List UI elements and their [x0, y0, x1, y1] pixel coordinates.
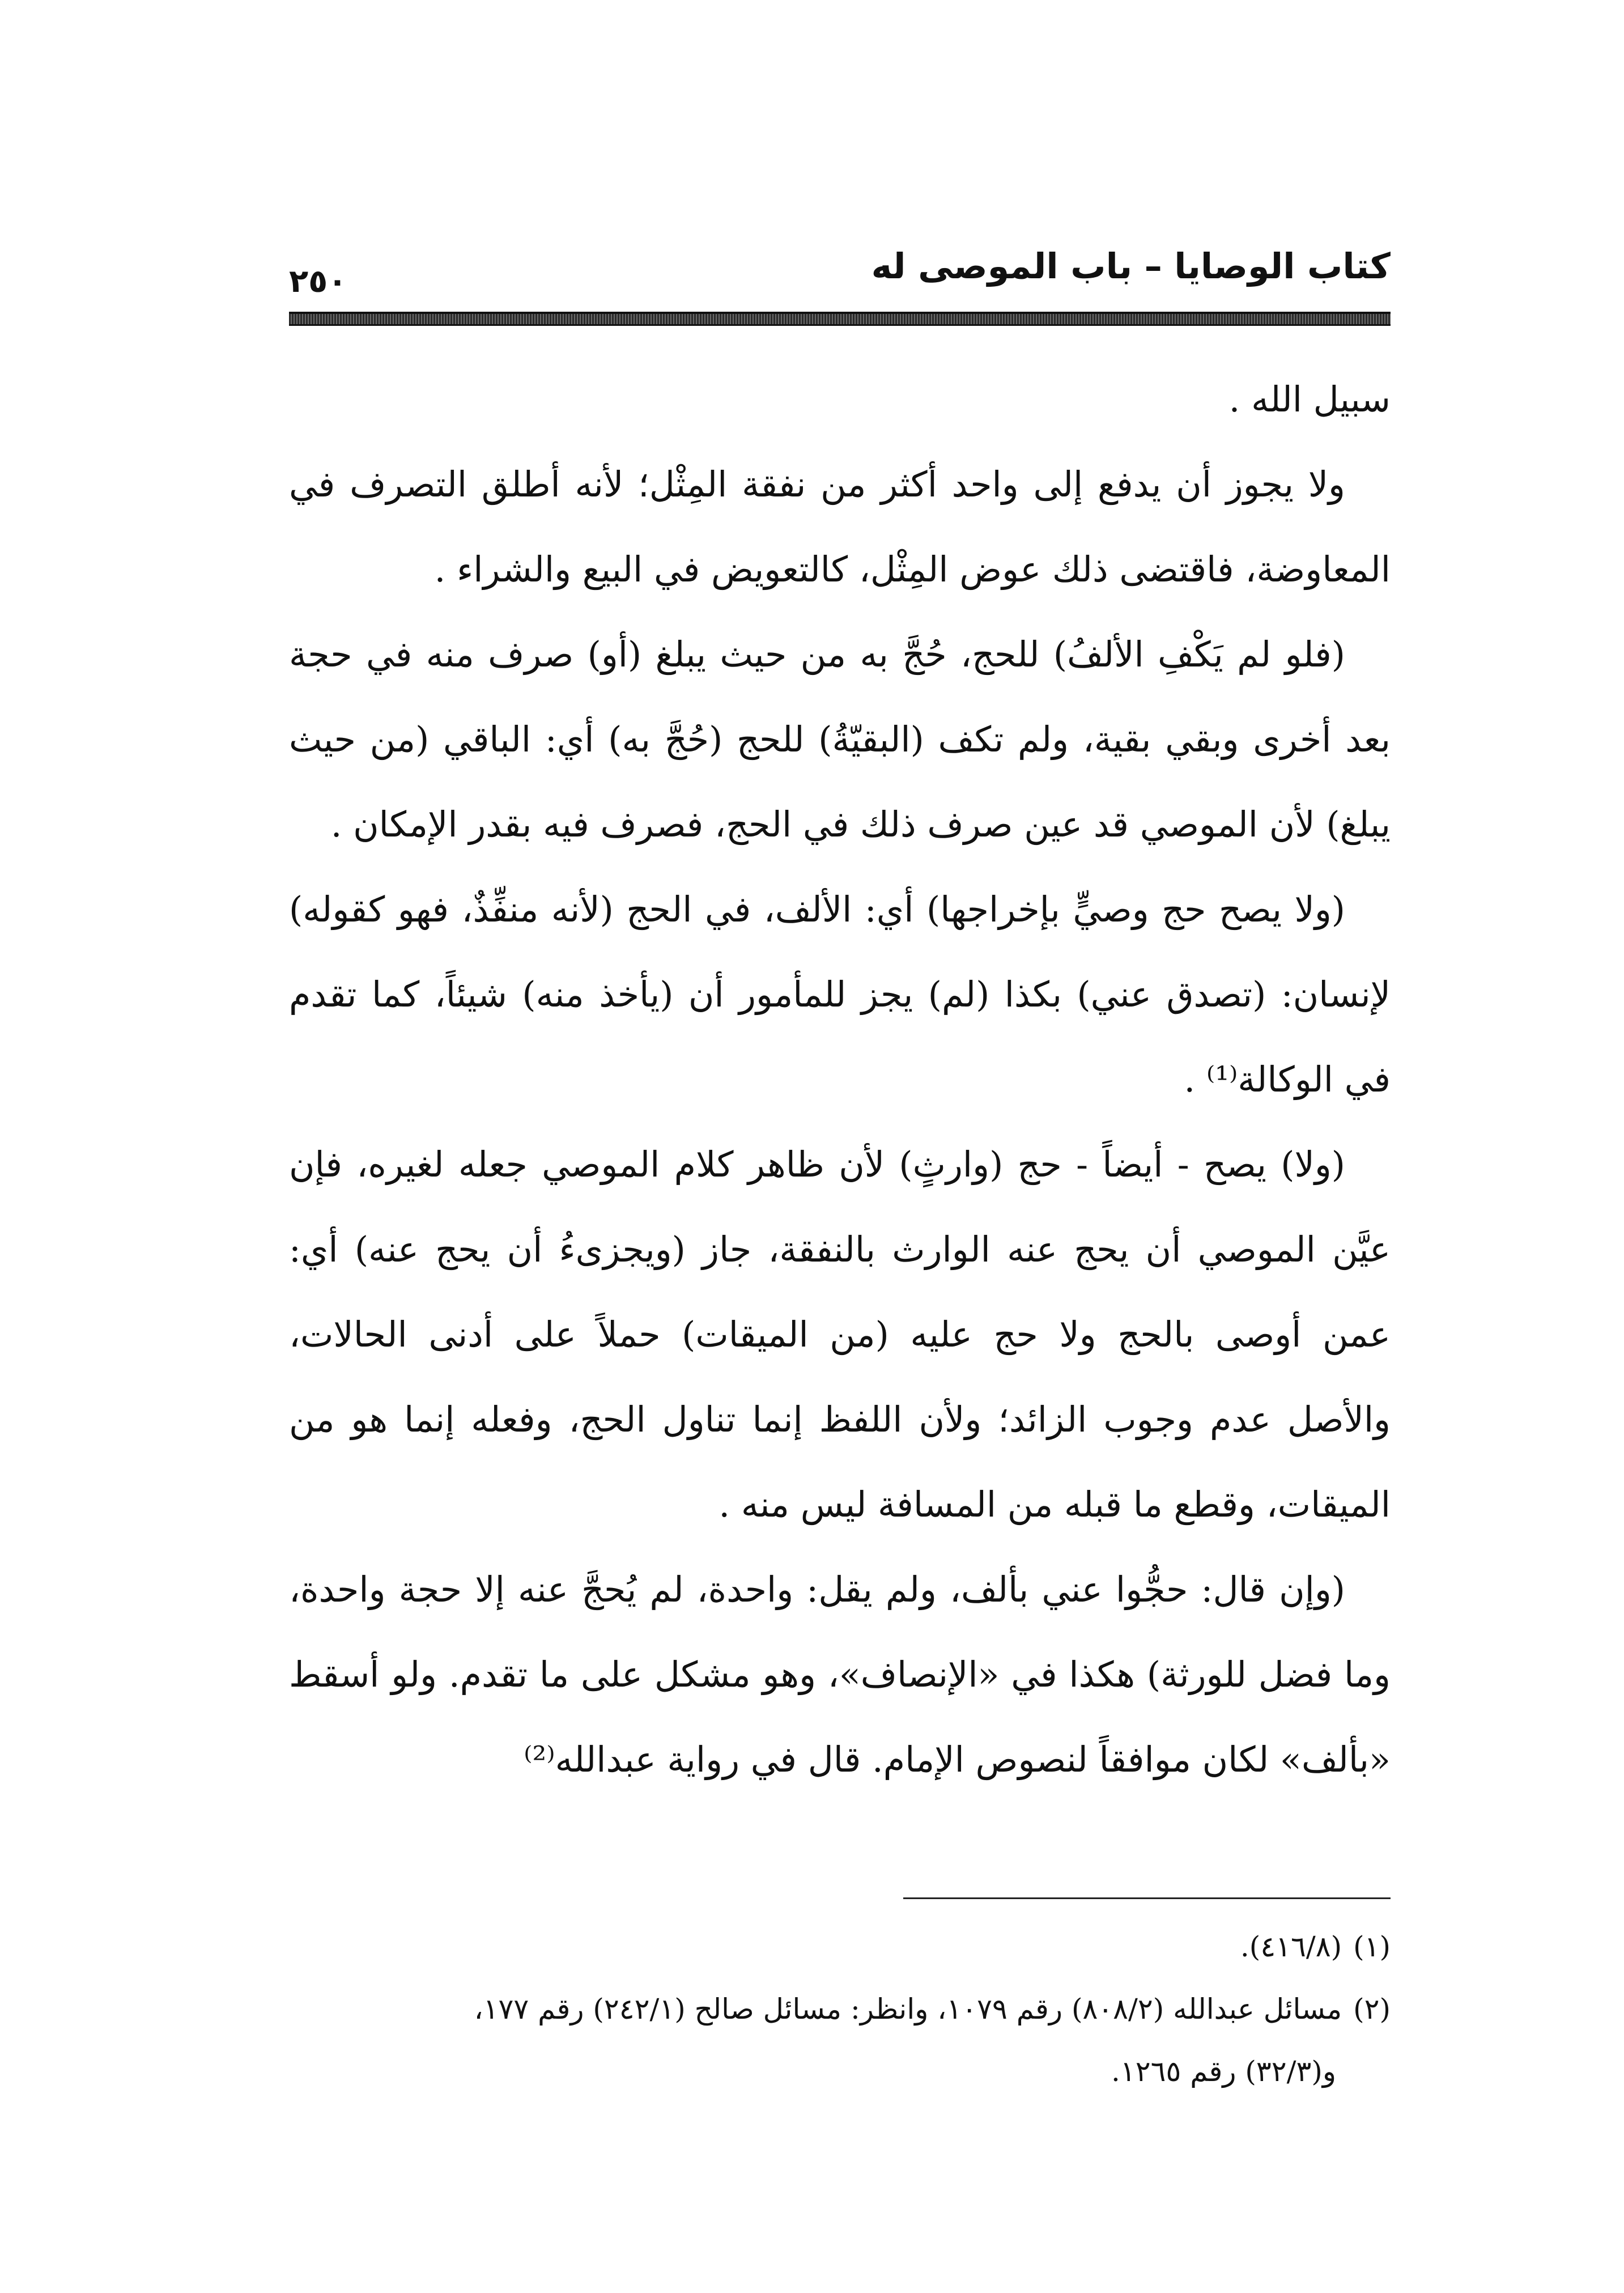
footnote-2 — [289, 1978, 1391, 2040]
footnote-number: (٢) — [1353, 1993, 1391, 2026]
footnote-separator — [903, 1897, 1391, 1899]
paragraph-2: ولا يجوز أن يدفع إلى واحد أكثر من نفقة المِثْل؛ لأنه أطلق التصرف في المعاوضة، فاقتضى ذلك عوض المِثْل، كالتعويض في البيع والشراء . — [289, 464, 1391, 590]
paragraph-5: (ولا) يصح - أيضاً - حج (وارثٍ) لأن ظاهر كلام الموصي جعله لغيره، فإن عيَّن الموصي أن يحج عنه الوارث بالنفقة، جاز (ويجزىءُ أن يحج عنه) أي: عمن أوصى بالحج ولا حج عليه (من الميقات) حملاً على أدنى الحالات، والأصل عدم وجوب الزائد؛ ولأن اللفظ إنما تناول الحج، وفعله إنما هو من الميقات، وقطع ما قبله من المسافة ليس منه . — [289, 1144, 1391, 1525]
footnote-text: (٤١٦/٨). — [1240, 1930, 1342, 1963]
paragraph-4: (ولا يصح حج وصيٍّ بإخراجها) أي: الألف، في الحج (لأنه منفِّذٌ، فهو كقوله) لإنسان: (تصدق عني) بكذا (لم) يجز للمأمور أن (يأخذ منه) شيئاً، كما تقدم في الوكالة⁽¹⁾ . — [289, 889, 1391, 1100]
footnote-text: مسائل عبدالله (٨٠٨/٢) رقم ١٠٧٩، وانظر: مسائل صالح (٢٤٢/١) رقم ١٧٧، — [474, 1993, 1342, 2026]
footnote-1 — [289, 1916, 1391, 1978]
page-number: ٢٥٠ — [289, 263, 347, 300]
paragraph-6: (وإن قال: حجُّوا عني بألف، ولم يقل: واحدة، لم يُحجَّ عنه إلا حجة واحدة، وما فضل للورثة) هكذا في «الإنصاف»، وهو مشكل على ما تقدم. ولو أسقط «بألف» لكان موافقاً لنصوص الإمام. قال في رواية عبدالله⁽²⁾ — [289, 1569, 1391, 1780]
paragraph-1: سبيل الله . — [1228, 379, 1391, 420]
footnote-number: (١) — [1353, 1930, 1391, 1963]
paragraph-3: (فلو لم يَكْفِ الألفُ) للحج، حُجَّ به من حيث يبلغ (أو) صرف منه في حجة بعد أخرى وبقي بقية، ولم تكف (البقيّةُ) للحج (حُجَّ به) أي: الباقي (من حيث يبلغ) لأن الموصي قد عين صرف ذلك في الحج، فصرف فيه بقدر الإمكان . — [289, 634, 1391, 845]
body-text — [289, 357, 1391, 1802]
footnotes — [289, 1916, 1391, 2103]
header-rule — [289, 312, 1391, 326]
running-title: كتاب الوصايا – باب الموصى له — [871, 245, 1391, 287]
page-header — [289, 227, 1391, 340]
footnote-2-continuation: و(٣٢/٣) رقم ١٢٦٥. — [1111, 2055, 1336, 2088]
